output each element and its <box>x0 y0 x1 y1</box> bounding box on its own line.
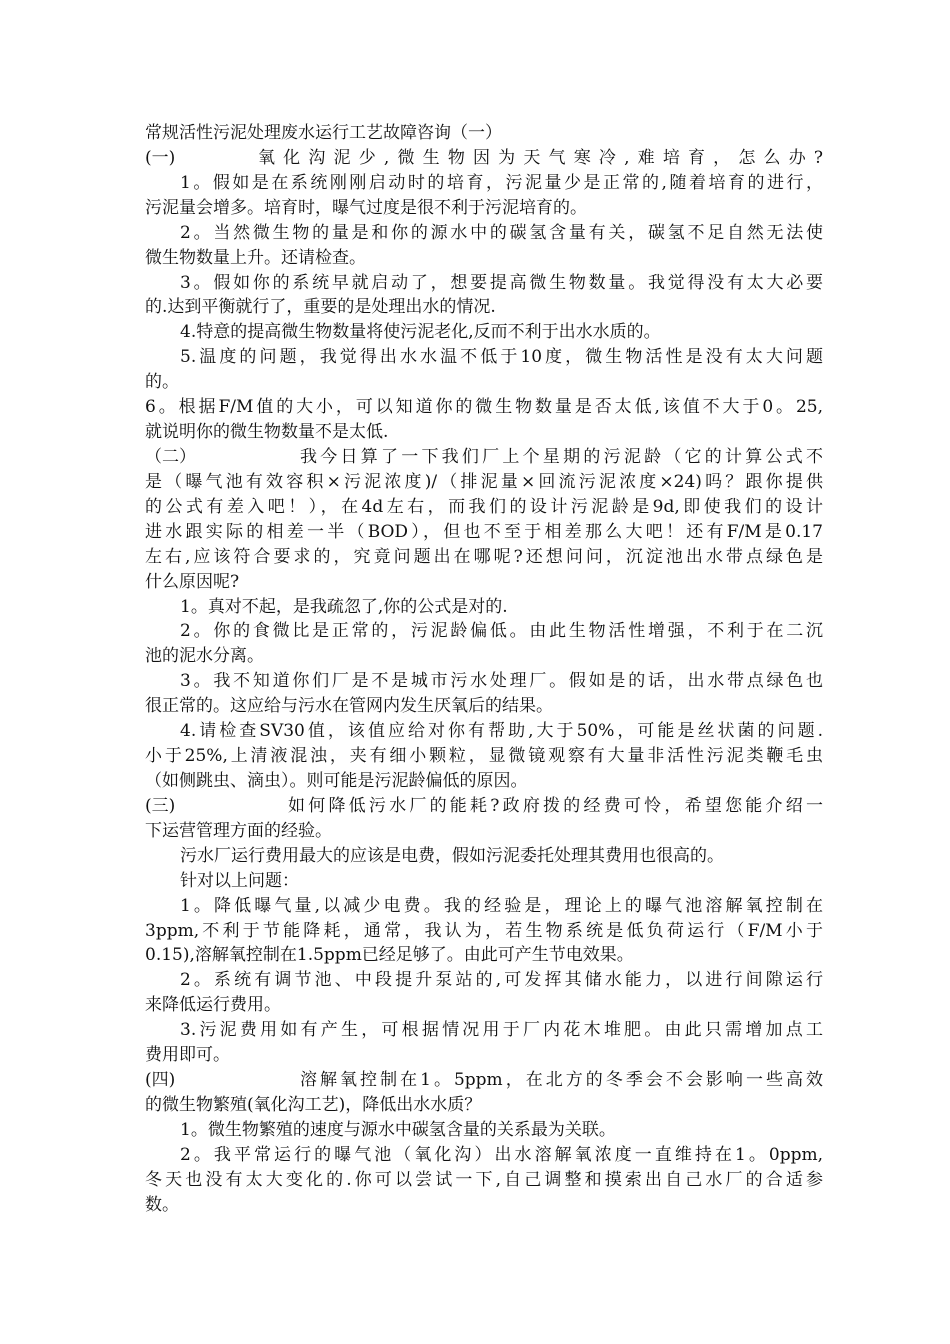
paragraph-line: 微生物数量上升。还请检查。 <box>145 247 366 268</box>
paragraph-line: 的微生物繁殖(氧化沟工艺)，降低出水水质？ <box>145 1094 482 1115</box>
paragraph-line: 就说明你的微生物数量不是太低. <box>145 422 389 443</box>
paragraph-line: 1。真对不起，是我疏忽了,你的公式是对的. <box>180 596 508 617</box>
paragraph-line: 0.15),溶解氧控制在1.5ppm已经足够了。由此可产生节电效果。 <box>145 945 634 966</box>
document-body <box>145 121 823 1218</box>
paragraph-line: （如侧跳虫、滴虫）。则可能是污泥龄偏低的原因。 <box>145 770 528 791</box>
paragraph-line: 的。 <box>145 372 179 393</box>
paragraph-line: 什么原因呢? <box>145 571 240 592</box>
paragraph-line: 1。微生物繁殖的速度与源水中碳氢含量的关系最为关联。 <box>180 1119 616 1140</box>
paragraph-line: 针对以上问题： <box>180 870 299 891</box>
paragraph-line: 3。我不知道你们厂是不是城市污水处理厂。假如是的话，出水带点绿色也 <box>180 671 823 692</box>
paragraph-line: 2。你的食微比是正常的，污泥龄偏低。由此生物活性增强，不利于在二沉 <box>180 621 823 642</box>
paragraph-line: 进水跟实际的相差一半（BOD），但也不至于相差那么大吧！还有F/M是0.17 <box>145 521 823 542</box>
section-2-heading <box>145 445 823 470</box>
paragraph-line: 的公式有差入吧！），在4d左右，而我们的设计污泥龄是9d,即使我们的设计 <box>145 496 823 517</box>
section-label: (一) <box>145 147 176 168</box>
paragraph-line: 2。系统有调节池、中段提升泵站的,可发挥其储水能力，以进行间隙运行 <box>180 970 823 991</box>
paragraph-line: 下运营管理方面的经验。 <box>145 820 332 841</box>
section-question: 氧化沟泥少,微生物因为天气寒冷,难培育，怎么办? <box>258 147 823 168</box>
section-4-heading <box>145 1068 823 1093</box>
paragraph-line: 3.污泥费用如有产生，可根据情况用于厂内花木堆肥。由此只需增加点工 <box>180 1020 823 1041</box>
section-label: (四) <box>145 1070 176 1091</box>
paragraph-line: 2。当然微生物的量是和你的源水中的碳氢含量有关，碳氢不足自然无法使 <box>180 222 823 243</box>
paragraph-line: 池的泥水分离。 <box>145 646 264 667</box>
section-label: （二） <box>145 446 196 467</box>
section-question: 溶解氧控制在1。5ppm，在北方的冬季会不会影响一些高效 <box>300 1070 823 1091</box>
paragraph-line: 的.达到平衡就行了，重要的是处理出水的情况. <box>145 297 496 318</box>
section-question: 我今日算了一下我们厂上个星期的污泥龄（它的计算公式不 <box>300 446 823 467</box>
paragraph-line: 1。假如是在系统刚刚启动时的培育，污泥量少是正常的,随着培育的进行， <box>180 172 823 193</box>
section-3-heading <box>145 794 823 819</box>
section-1-heading <box>145 146 823 171</box>
paragraph-line: 污泥量会增多。培育时，曝气过度是很不利于污泥培育的。 <box>145 197 587 218</box>
document-title: 常规活性污泥处理废水运行工艺故障咨询（一） <box>145 123 502 143</box>
paragraph-line: 3ppm,不利于节能降耗，通常，我认为，若生物系统是低负荷运行（F/M小于 <box>145 920 823 941</box>
paragraph-line: 来降低运行费用。 <box>145 995 281 1016</box>
section-label: (三) <box>145 795 176 816</box>
paragraph-line: 4.特意的提高微生物数量将使污泥老化,反而不利于出水水质的。 <box>180 322 661 343</box>
paragraph-line: 5.温度的问题，我觉得出水水温不低于10度，微生物活性是没有太大问题 <box>180 347 823 368</box>
paragraph-line: 费用即可。 <box>145 1045 230 1066</box>
paragraph-line: 1。降低曝气量,以减少电费。我的经验是，理论上的曝气池溶解氧控制在 <box>180 895 823 916</box>
paragraph-line: 是（曝气池有效容积×污泥浓度)/（排泥量×回流污泥浓度×24)吗？跟你提供 <box>145 471 823 492</box>
paragraph-line: 数。 <box>145 1194 179 1215</box>
paragraph-line: 污水厂运行费用最大的应该是电费，假如污泥委托处理其费用也很高的。 <box>180 845 724 866</box>
paragraph-line: 4.请检查SV30值，该值应给对你有帮助,大于50%，可能是丝状菌的问题. <box>180 721 823 742</box>
paragraph-line: 2。我平常运行的曝气池（氧化沟）出水溶解氧浓度一直维持在1。0ppm, <box>180 1144 823 1165</box>
paragraph-line: 很正常的。这应给与污水在管网内发生厌氧后的结果。 <box>145 696 553 717</box>
paragraph-line: 3。假如你的系统早就启动了，想要提高微生物数量。我觉得没有太大必要 <box>180 272 823 293</box>
paragraph-line: 6。根据F/M值的大小，可以知道你的微生物数量是否太低,该值不大于0。25, <box>145 397 823 418</box>
section-question: 如何降低污水厂的能耗?政府拨的经费可怜，希望您能介绍一 <box>288 795 823 816</box>
paragraph-line: 小于25%,上清液混浊，夹有细小颗粒，显微镜观察有大量非活性污泥类鞭毛虫 <box>145 746 823 767</box>
paragraph-line: 左右,应该符合要求的，究竟问题出在哪呢?还想问问，沉淀池出水带点绿色是 <box>145 546 823 567</box>
paragraph-line: 冬天也没有太大变化的.你可以尝试一下,自己调整和摸索出自己水厂的合适参 <box>145 1169 823 1190</box>
